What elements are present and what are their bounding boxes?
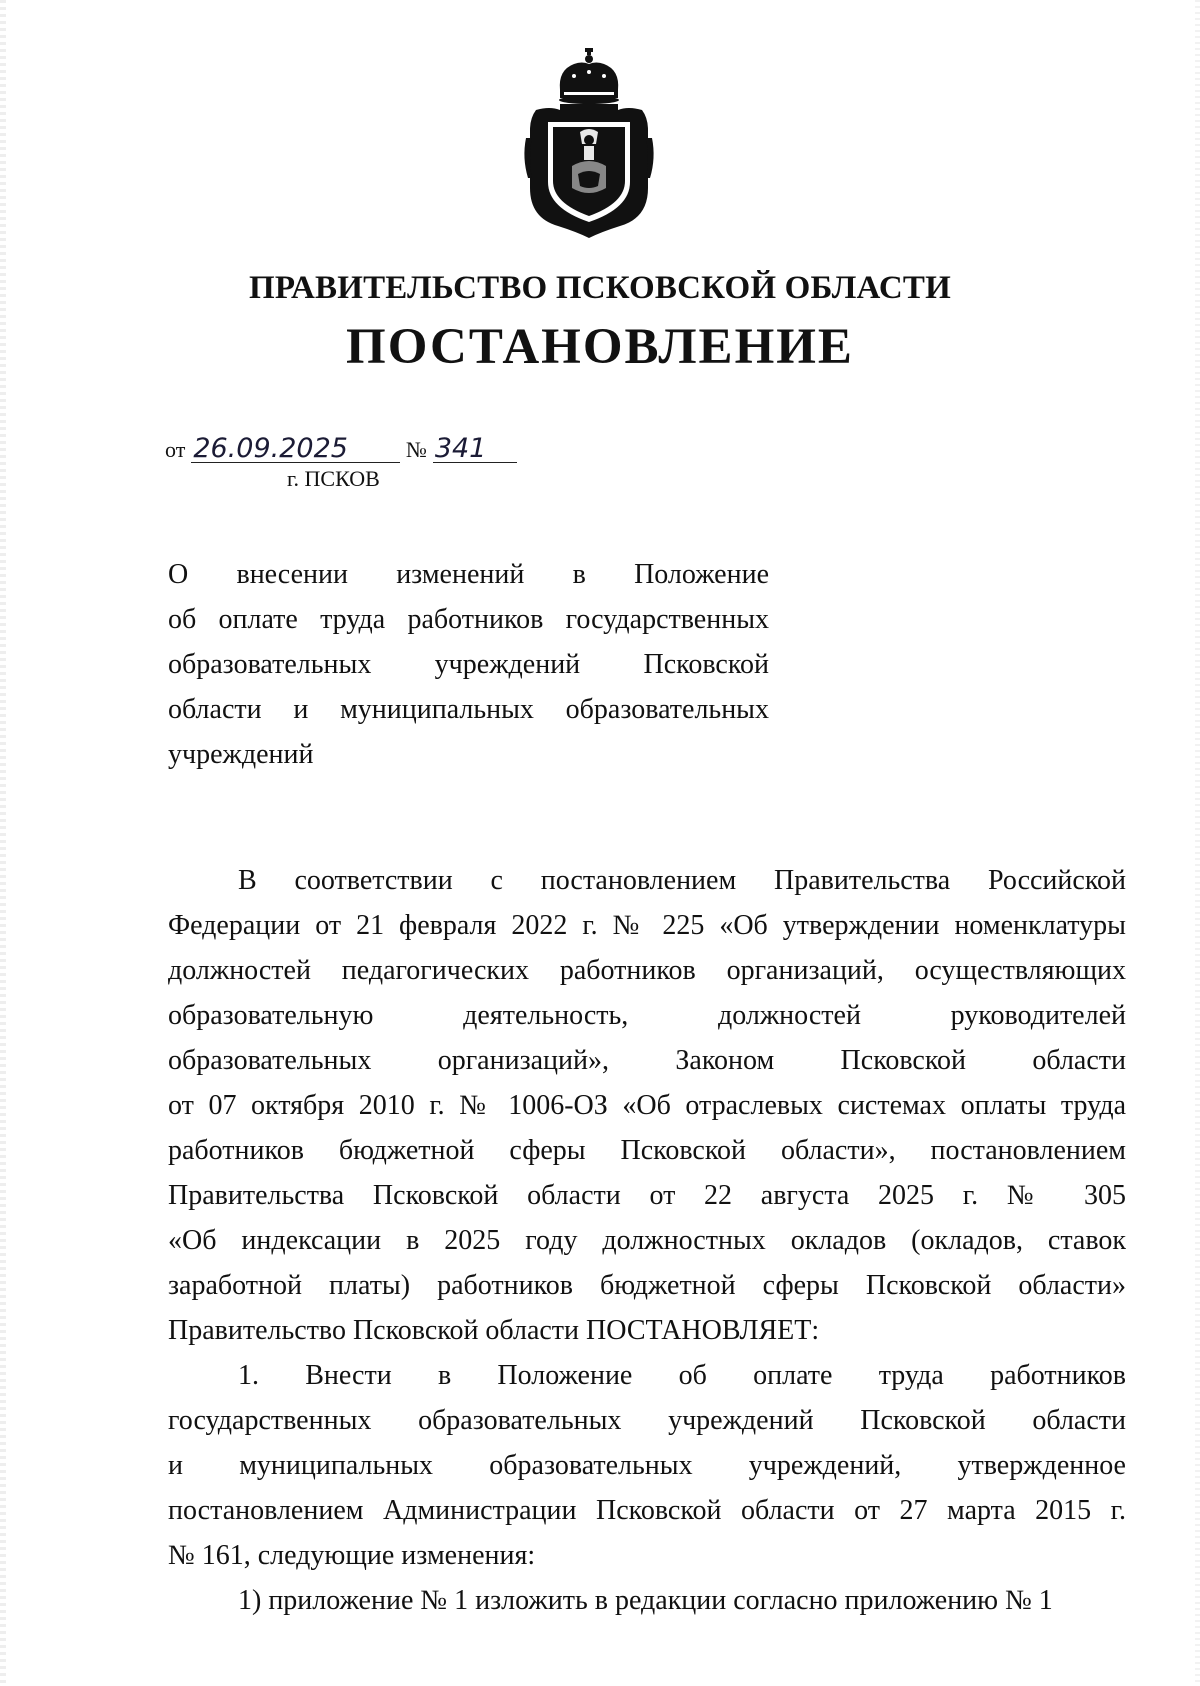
body-line: Федерации от 21 февраля 2022 г. № 225 «Об утверждении номенклатуры bbox=[168, 910, 1126, 941]
government-name: ПРАВИТЕЛЬСТВО ПСКОВСКОЙ ОБЛАСТИ bbox=[248, 270, 952, 306]
body-line: образовательную деятельность, должностей руководителей bbox=[168, 1000, 1126, 1031]
document-subject bbox=[168, 552, 769, 777]
document-type-title: ПОСТАНОВЛЕНИЕ bbox=[346, 319, 854, 375]
coat-of-arms-icon bbox=[522, 48, 656, 238]
body-line: № 161, следующие изменения: bbox=[168, 1540, 536, 1571]
handwritten-date: 26.09.2025 bbox=[191, 436, 400, 463]
scan-edge-left bbox=[0, 0, 6, 1686]
body-line: от 07 октября 2010 г. № 1006-ОЗ «Об отраслевых системах оплаты труда bbox=[168, 1090, 1126, 1121]
body-line: 1) приложение № 1 изложить в редакции согласно приложению № 1 bbox=[238, 1585, 1053, 1616]
body-line: государственных образовательных учреждений Псковской области bbox=[168, 1405, 1126, 1436]
subject-line: учреждений bbox=[168, 739, 314, 770]
city-label: г. ПСКОВ bbox=[287, 466, 380, 491]
subject-line: О внесении изменений в Положение bbox=[168, 559, 769, 590]
body-line: «Об индексации в 2025 году должностных окладов (окладов, ставок bbox=[168, 1225, 1126, 1256]
subject-line: образовательных учреждений Псковской bbox=[168, 649, 769, 680]
body-line: заработной платы) работников бюджетной сферы Псковской области» bbox=[168, 1270, 1126, 1301]
subject-line: об оплате труда работников государственных bbox=[168, 604, 769, 635]
body-line: Правительства Псковской области от 22 августа 2025 г. № 305 bbox=[168, 1180, 1126, 1211]
subject-line: области и муниципальных образовательных bbox=[168, 694, 769, 725]
body-line: 1. Внести в Положение об оплате труда работников bbox=[238, 1360, 1126, 1391]
registration-line bbox=[165, 433, 517, 464]
body-line: должностей педагогических работников организаций, осуществляющих bbox=[168, 955, 1126, 986]
number-prefix: № bbox=[405, 437, 427, 462]
body-line: постановлением Администрации Псковской области от 27 марта 2015 г. bbox=[168, 1495, 1126, 1526]
body-line: и муниципальных образовательных учреждений, утвержденное bbox=[168, 1450, 1126, 1481]
body-line: образовательных организаций», Законом Псковской области bbox=[168, 1045, 1126, 1076]
document-body bbox=[168, 858, 1126, 1623]
body-line: В соответствии с постановлением Правительства Российской bbox=[238, 865, 1126, 896]
handwritten-number: 341 bbox=[433, 436, 517, 463]
date-prefix: от bbox=[165, 437, 186, 462]
body-line: Правительство Псковской области ПОСТАНОВЛЯЕТ: bbox=[168, 1315, 820, 1346]
scan-edge-right bbox=[1195, 0, 1200, 1686]
body-line: работников бюджетной сферы Псковской области», постановлением bbox=[168, 1135, 1126, 1166]
